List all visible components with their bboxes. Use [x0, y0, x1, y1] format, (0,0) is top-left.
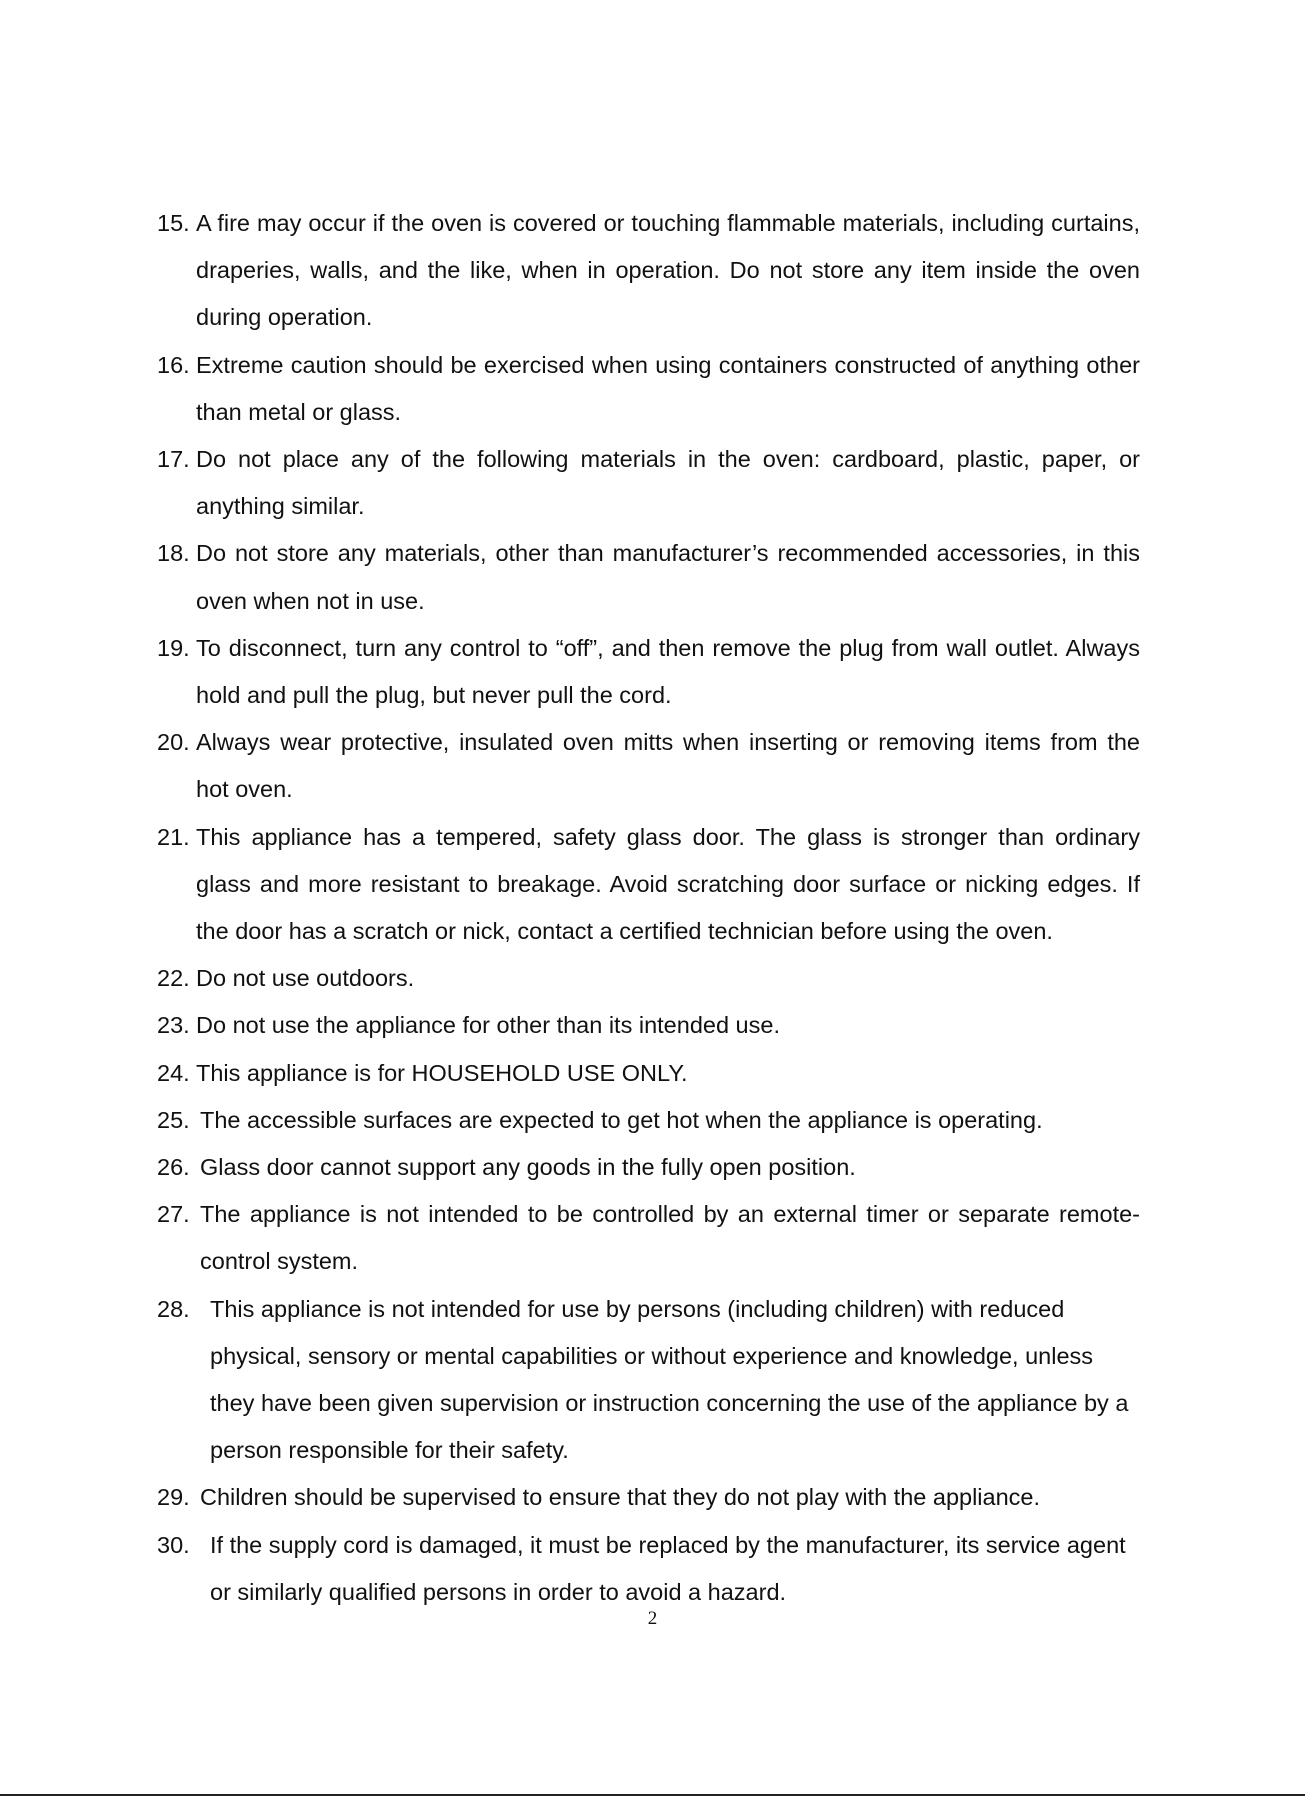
list-item: [157, 1474, 1140, 1521]
item-number: 16.: [157, 351, 190, 378]
item-text: This appliance is for HOUSEHOLD USE ONLY.: [196, 1059, 688, 1086]
item-text: Glass door cannot support any goods in the fully open position.: [200, 1154, 856, 1181]
item-number: 24.: [157, 1059, 190, 1086]
item-number: 20.: [157, 729, 190, 756]
item-text: Extreme caution should be exercised when using containers constructed of anything other than metal or glass.: [196, 351, 1140, 425]
list-item: [157, 814, 1140, 956]
item-text: Do not store any materials, other than manufacturer’s recommended accessories, in this oven when not in use.: [196, 540, 1140, 614]
item-number: 28.: [157, 1295, 190, 1322]
list-item: [157, 955, 1140, 1002]
safety-instructions-list: [157, 200, 1140, 1616]
item-number: 26.: [157, 1154, 190, 1181]
list-item: [157, 1191, 1140, 1285]
item-number: 25.: [157, 1106, 190, 1133]
list-item: [157, 1002, 1140, 1049]
item-number: 17.: [157, 446, 190, 473]
item-text: Do not use outdoors.: [196, 965, 415, 992]
item-text: Do not use the appliance for other than its intended use.: [196, 1012, 780, 1039]
item-text: The appliance is not intended to be controlled by an external timer or separate remote-control system.: [200, 1201, 1140, 1275]
list-item: [157, 1522, 1140, 1616]
item-text: A fire may occur if the oven is covered or touching flammable materials, including curtains, draperies, walls, and the like, when in operation. Do not store any item inside the oven during operation.: [196, 210, 1140, 331]
list-item: [157, 1097, 1140, 1144]
list-item: [157, 530, 1140, 624]
list-item: [157, 719, 1140, 813]
list-item: [157, 436, 1140, 530]
item-number: 19.: [157, 634, 190, 661]
list-item: [157, 625, 1140, 719]
item-number: 27.: [157, 1201, 190, 1228]
list-item: [157, 1050, 1140, 1097]
item-text: Do not place any of the following materials in the oven: cardboard, plastic, paper, or anything similar.: [196, 446, 1140, 520]
item-text: This appliance has a tempered, safety glass door. The glass is stronger than ordinary glass and more resistant to breakage. Avoid scratching door surface or nicking edges. If the door has a scratch or nick, contact a certified technician before using the oven.: [196, 823, 1140, 945]
bottom-divider: [0, 1794, 1305, 1796]
item-number: 29.: [157, 1484, 190, 1511]
page-number: 2: [647, 1608, 658, 1629]
item-number: 30.: [157, 1531, 190, 1558]
item-number: 21.: [157, 823, 190, 850]
item-number: 22.: [157, 965, 190, 992]
item-text: To disconnect, turn any control to “off”, and then remove the plug from wall outlet. Always hold and pull the plug, but never pull the cord.: [196, 634, 1140, 709]
item-text: This appliance is not intended for use by persons (including children) with reduced physical, sensory or mental capabilities or without experience and knowledge, unless they have been given supervision or instruction concerning the use of the appliance by a person responsible for their safety.: [210, 1295, 1129, 1464]
item-text: If the supply cord is damaged, it must be replaced by the manufacturer, its service agent or similarly qualified persons in order to avoid a hazard.: [210, 1531, 1126, 1605]
list-item: [157, 1144, 1140, 1191]
item-number: 15.: [157, 210, 190, 236]
item-number: 18.: [157, 540, 190, 567]
list-item: [157, 342, 1140, 436]
list-item: [157, 1286, 1140, 1475]
item-text: The accessible surfaces are expected to get hot when the appliance is operating.: [200, 1106, 1043, 1133]
item-text: Always wear protective, insulated oven mitts when inserting or removing items from the hot oven.: [196, 729, 1140, 803]
list-item: [157, 200, 1140, 342]
item-number: 23.: [157, 1012, 190, 1039]
item-text: Children should be supervised to ensure that they do not play with the appliance.: [200, 1484, 1041, 1511]
